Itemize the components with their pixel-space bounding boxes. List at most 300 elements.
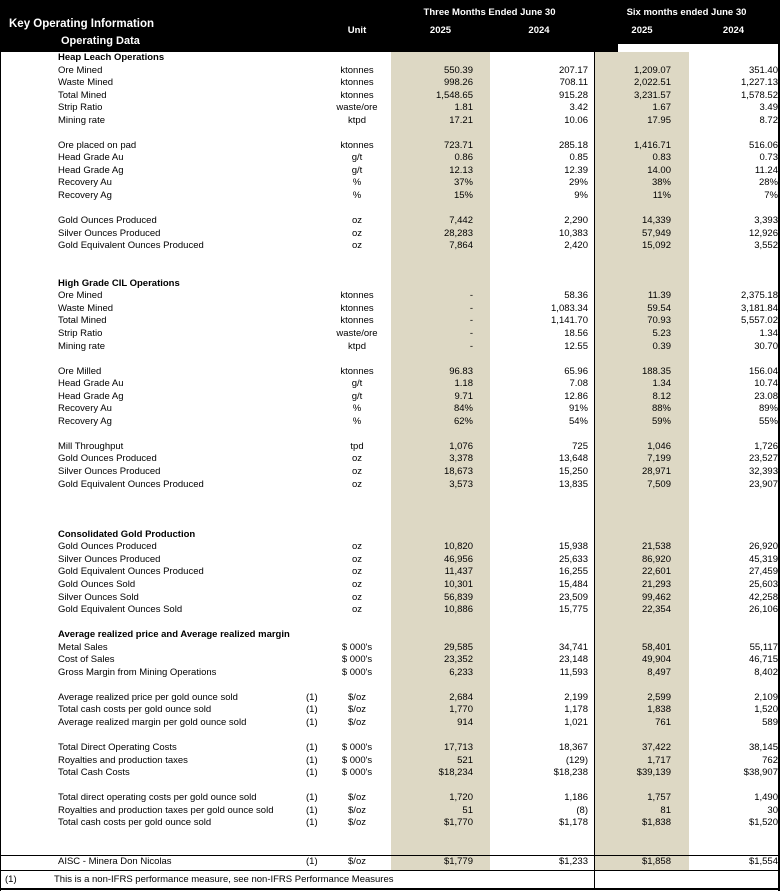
row-label: Gold Ounces Produced [58, 215, 157, 227]
cell-q-2024: (129) [565, 754, 588, 766]
row-unit: ktonnes [340, 365, 374, 377]
row-footnote-ref: (1) [306, 817, 318, 829]
row-unit: oz [351, 553, 363, 565]
table-row [1, 704, 780, 717]
cell-h1-2024: 1,490 [754, 792, 778, 804]
table-row [1, 667, 780, 680]
cell-h1-2024: 55,117 [749, 641, 778, 653]
cell-q-2025: - [469, 315, 473, 327]
cell-h1-2025: 5.23 [652, 328, 671, 340]
row-label: Silver Ounces Produced [58, 553, 161, 565]
row-unit: ktonnes [340, 290, 374, 302]
cell-q-2025: 17.21 [449, 114, 473, 126]
row-unit: $/oz [348, 716, 366, 728]
cell-h1-2024: 12,926 [748, 227, 778, 239]
cell-q-2025: 29,585 [443, 641, 473, 653]
cell-h1-2024: 26,106 [748, 604, 778, 616]
footnote-box [1, 870, 780, 890]
cell-h1-2025: 0.83 [652, 152, 671, 164]
cell-h1-2024: $38,907 [743, 767, 778, 779]
cell-h1-2025: 1,717 [647, 754, 671, 766]
header-banner [1, 0, 780, 52]
row-label: Head Grade Ag [58, 390, 124, 402]
row-label: Gold Equivalent Ounces Produced [58, 240, 204, 252]
cell-q-2024: 207.17 [558, 64, 588, 76]
spacer-row [1, 353, 780, 366]
cell-q-2025: 56,839 [443, 591, 473, 603]
cell-q-2024: 11,593 [559, 666, 588, 678]
cell-q-2024: 23,148 [558, 654, 588, 666]
cell-h1-2025: 14,339 [641, 215, 671, 227]
row-unit: oz [351, 604, 363, 616]
cell-q-2025: 1,076 [449, 440, 473, 452]
cell-h1-2025: 86,920 [641, 553, 671, 565]
cell-q-2025: $18,234 [438, 767, 473, 779]
cell-q-2024: 54% [568, 415, 588, 427]
cell-h1-2025: 3,231.57 [634, 89, 671, 101]
row-unit: g/t [351, 152, 363, 164]
cell-q-2025: 18,673 [443, 466, 473, 478]
row-unit: g/t [351, 378, 363, 390]
row-label: Waste Mined [58, 302, 114, 314]
operating-data-table [1, 52, 780, 870]
table-row [1, 315, 780, 328]
row-label: Royalties and production taxes [58, 754, 188, 766]
cell-h1-2024: 1,726 [754, 440, 778, 452]
row-footnote-ref: (1) [306, 792, 318, 804]
row-label: Recovery Ag [58, 190, 112, 201]
row-footnote-ref: (1) [306, 754, 318, 766]
cell-q-2025: 723.71 [443, 139, 473, 151]
cell-q-2025: 10,886 [443, 604, 473, 616]
cell-q-2024: $1,233 [558, 855, 588, 867]
row-label: Ore Mined [58, 64, 103, 76]
spacer-row [1, 617, 780, 630]
row-unit: oz [351, 541, 363, 553]
table-row [1, 855, 780, 869]
row-label: Gold Ounces Produced [58, 541, 157, 553]
cell-q-2024: 1,083.34 [551, 302, 588, 314]
row-label: Waste Mined [58, 77, 114, 89]
cell-h1-2025: 59.54 [647, 302, 671, 314]
cell-q-2025: 10,820 [443, 541, 473, 553]
cell-q-2024: 23,509 [558, 591, 588, 603]
table-row [1, 479, 780, 492]
cell-q-2024: 9% [574, 190, 588, 201]
row-label: Head Grade Au [58, 152, 124, 164]
cell-q-2024: 12.39 [564, 164, 588, 176]
cell-h1-2025: 14.00 [647, 164, 671, 176]
cell-q-2024: 1,021 [564, 716, 588, 728]
row-label: Gold Ounces Sold [58, 578, 136, 590]
column-header-h1-2025: 2025 [631, 25, 653, 36]
cell-q-2025: 550.39 [443, 64, 473, 76]
cell-q-2025: 2,684 [449, 691, 473, 703]
spacer-row [1, 265, 780, 278]
cell-h1-2025: 0.39 [652, 340, 671, 352]
row-label: Silver Ounces Sold [58, 591, 139, 603]
cell-q-2025: 23,352 [443, 654, 473, 666]
row-unit: $ 000's [341, 641, 373, 653]
footnote-divider-line [594, 871, 595, 888]
cell-q-2024: 16,255 [558, 566, 588, 578]
cell-h1-2024: 30 [767, 804, 778, 816]
table-rows [1, 52, 780, 869]
cell-q-2025: 7,864 [449, 240, 473, 252]
cell-h1-2025: 761 [655, 716, 671, 728]
cell-h1-2025: $39,139 [636, 767, 671, 779]
cell-h1-2025: 99,462 [641, 591, 671, 603]
table-row [1, 391, 780, 404]
row-footnote-ref: (1) [306, 767, 318, 779]
footnote-text: This is a non-IFRS performance measure, see non-IFRS Performance Measures [54, 874, 394, 885]
row-unit: ktonnes [340, 315, 374, 327]
section-header-row [1, 278, 780, 291]
column-header-q-2025: 2025 [429, 25, 452, 36]
row-label: Average realized price per gold ounce sold [58, 691, 238, 703]
cell-h1-2024: 23,527 [748, 453, 778, 465]
row-label: Gold Equivalent Ounces Produced [58, 478, 204, 490]
spacer-row [1, 842, 780, 855]
cell-h1-2024: 1,578.52 [741, 89, 778, 101]
row-label: Total Direct Operating Costs [58, 742, 177, 754]
row-label: Recovery Au [58, 403, 112, 415]
table-row [1, 604, 780, 617]
cell-q-2025: 84% [453, 403, 473, 415]
table-row [1, 290, 780, 303]
table-row [1, 102, 780, 115]
cell-h1-2025: 1,757 [647, 792, 671, 804]
cell-h1-2024: 38,145 [748, 742, 778, 754]
cell-h1-2025: 188.35 [641, 365, 671, 377]
cell-h1-2024: 32,393 [748, 466, 778, 478]
cell-h1-2024: 3,552 [754, 240, 778, 252]
row-unit: oz [351, 478, 363, 490]
cell-h1-2024: 0.73 [759, 152, 778, 164]
cell-h1-2024: 55% [758, 415, 778, 427]
cell-q-2024: 13,648 [558, 453, 588, 465]
cell-q-2025: 3,378 [449, 453, 473, 465]
table-row [1, 767, 780, 780]
cell-h1-2024: 42,258 [748, 591, 778, 603]
cell-q-2024: 1,141.70 [551, 315, 588, 327]
cell-q-2024: 12.86 [564, 390, 588, 402]
row-label: Silver Ounces Produced [58, 227, 161, 239]
row-unit: waste/ore [336, 102, 378, 114]
cell-q-2025: $1,779 [443, 855, 473, 867]
row-unit: g/t [351, 390, 363, 402]
row-unit: $/oz [348, 792, 366, 804]
row-label: Strip Ratio [58, 328, 103, 340]
cell-q-2024: 708.11 [559, 77, 588, 89]
table-row [1, 566, 780, 579]
cell-q-2025: 1.18 [454, 378, 473, 390]
cell-q-2024: 1,178 [564, 704, 588, 716]
cell-h1-2025: 21,538 [641, 541, 671, 553]
table-row [1, 152, 780, 165]
cell-q-2025: 15% [453, 190, 473, 201]
row-label: Head Grade Ag [58, 164, 124, 176]
row-unit: $/oz [348, 804, 366, 816]
cell-h1-2025: 1,838 [647, 704, 671, 716]
row-unit: $ 000's [341, 666, 373, 678]
cell-h1-2024: 3,393 [754, 215, 778, 227]
column-group-three-months: Three Months Ended June 30 [423, 7, 556, 18]
table-row [1, 165, 780, 178]
row-unit: $ 000's [341, 654, 373, 666]
row-label: Total Mined [58, 89, 107, 101]
cell-h1-2024: 23,907 [748, 478, 778, 490]
cell-h1-2024: 762 [762, 754, 778, 766]
cell-h1-2025: 88% [651, 403, 671, 415]
row-label: Gold Ounces Produced [58, 453, 157, 465]
cell-q-2024: 29% [568, 177, 588, 189]
row-unit: $ 000's [341, 767, 373, 779]
row-unit: oz [351, 466, 363, 478]
cell-q-2025: - [469, 302, 473, 314]
row-label: Average realized price and Average realized margin [58, 629, 290, 641]
cell-q-2024: 725 [572, 440, 588, 452]
table-row [1, 792, 780, 805]
cell-h1-2024: 2,375.18 [741, 290, 778, 302]
row-label: Total Cash Costs [58, 767, 130, 779]
cell-q-2024: 285.18 [558, 139, 588, 151]
row-unit: ktpd [348, 340, 366, 352]
row-label: Consolidated Gold Production [58, 528, 196, 540]
row-label: Cost of Sales [58, 654, 115, 666]
row-unit: oz [351, 591, 363, 603]
row-unit: % [352, 403, 362, 415]
cell-h1-2025: 21,293 [641, 578, 671, 590]
row-unit: $/oz [348, 855, 366, 867]
row-label: Ore Mined [58, 290, 103, 302]
column-header-unit: Unit [347, 25, 367, 36]
cell-h1-2025: 81 [660, 804, 671, 816]
cell-h1-2025: 1,416.71 [634, 139, 671, 151]
cell-h1-2024: 1.34 [759, 328, 778, 340]
spacer-row [1, 428, 780, 441]
cell-q-2024: 12.55 [564, 340, 588, 352]
cell-h1-2025: $1,858 [641, 855, 671, 867]
cell-q-2024: 7.08 [569, 378, 588, 390]
spacer-row [1, 127, 780, 140]
row-footnote-ref: (1) [306, 716, 318, 728]
cell-q-2025: 7,442 [449, 215, 473, 227]
table-row [1, 328, 780, 341]
cell-h1-2024: 516.06 [748, 139, 778, 151]
table-row [1, 541, 780, 554]
row-unit: oz [351, 453, 363, 465]
cell-q-2024: (8) [576, 804, 588, 816]
row-footnote-ref: (1) [306, 855, 318, 867]
section-header-row [1, 52, 780, 65]
table-row [1, 228, 780, 241]
cell-q-2024: 2,199 [564, 691, 588, 703]
row-label: Total direct operating costs per gold ounce sold [58, 792, 257, 804]
row-label: High Grade CIL Operations [58, 277, 180, 289]
table-row [1, 115, 780, 128]
cell-q-2025: 96.83 [449, 365, 473, 377]
cell-q-2025: 914 [457, 716, 473, 728]
cell-h1-2025: 7,509 [647, 478, 671, 490]
table-row [1, 755, 780, 768]
cell-h1-2024: $1,520 [748, 817, 778, 829]
table-row [1, 692, 780, 705]
row-label: Heap Leach Operations [58, 51, 165, 63]
cell-h1-2024: 23.08 [754, 390, 778, 402]
cell-q-2025: 28,283 [443, 227, 473, 239]
row-unit: % [352, 190, 362, 201]
table-row [1, 554, 780, 567]
cell-q-2024: 15,484 [558, 578, 588, 590]
table-row [1, 579, 780, 592]
row-label: Mill Throughput [58, 440, 124, 452]
cell-h1-2024: 27,459 [748, 566, 778, 578]
cell-h1-2024: 3,181.84 [741, 302, 778, 314]
cell-h1-2025: 28,971 [641, 466, 671, 478]
footnote-ref: (1) [5, 874, 17, 885]
row-label: AISC - Minera Don Nicolas [58, 855, 172, 867]
row-label: Total cash costs per gold ounce sold [58, 817, 212, 829]
cell-h1-2024: 5,557.02 [741, 315, 778, 327]
table-row [1, 378, 780, 391]
column-group-six-months: Six months ended June 30 [626, 7, 747, 18]
spacer-row [1, 203, 780, 216]
table-row [1, 441, 780, 454]
row-unit: $/oz [348, 817, 366, 829]
cell-q-2025: 51 [462, 804, 473, 816]
cell-q-2025: 6,233 [449, 666, 473, 678]
table-row [1, 215, 780, 228]
cell-h1-2025: 22,354 [641, 604, 671, 616]
row-label: Recovery Ag [58, 415, 112, 427]
row-label: Strip Ratio [58, 102, 103, 114]
cell-h1-2025: 1.34 [652, 378, 671, 390]
cell-h1-2025: 1,046 [647, 440, 671, 452]
row-label: Head Grade Au [58, 378, 124, 390]
cell-h1-2024: 8,402 [754, 666, 778, 678]
cell-q-2024: 91% [568, 403, 588, 415]
page-subtitle: Operating Data [61, 35, 140, 47]
row-unit: $/oz [348, 691, 366, 703]
cell-q-2025: - [469, 340, 473, 352]
row-unit: oz [351, 566, 363, 578]
cell-q-2024: 65.96 [564, 365, 588, 377]
table-row [1, 416, 780, 429]
cell-q-2025: 11,437 [444, 566, 473, 578]
cell-h1-2024: 351.40 [748, 64, 778, 76]
cell-h1-2025: 70.93 [647, 315, 671, 327]
table-row [1, 805, 780, 818]
cell-q-2024: 1,186 [564, 792, 588, 804]
cell-q-2025: 1.81 [454, 102, 473, 114]
cell-q-2024: 0.85 [569, 152, 588, 164]
cell-h1-2024: 7% [764, 190, 778, 201]
spacer-row [1, 491, 780, 504]
row-footnote-ref: (1) [306, 704, 318, 716]
table-row [1, 366, 780, 379]
row-unit: ktonnes [340, 89, 374, 101]
table-row [1, 717, 780, 730]
cell-h1-2024: 46,715 [748, 654, 778, 666]
cell-q-2025: 12.13 [449, 164, 473, 176]
cell-h1-2025: 8,497 [647, 666, 671, 678]
cell-q-2024: 15,250 [558, 466, 588, 478]
section-header-row [1, 529, 780, 542]
section-header-row [1, 629, 780, 642]
row-label: Total cash costs per gold ounce sold [58, 704, 212, 716]
spacer-row [1, 516, 780, 529]
cell-h1-2025: 49,904 [641, 654, 671, 666]
spacer-row [1, 830, 780, 843]
row-unit: oz [351, 215, 363, 227]
period-divider-line [594, 44, 595, 870]
row-unit: ktpd [348, 114, 366, 126]
row-label: Mining rate [58, 340, 105, 352]
row-unit: oz [351, 240, 363, 252]
cell-q-2025: 1,770 [449, 704, 473, 716]
row-label: Ore Milled [58, 365, 102, 377]
cell-h1-2025: 58,401 [641, 641, 671, 653]
table-row [1, 466, 780, 479]
spacer-row [1, 730, 780, 743]
row-label: Average realized margin per gold ounce sold [58, 716, 247, 728]
table-row [1, 65, 780, 78]
cell-q-2025: 9.71 [454, 390, 473, 402]
row-unit: ktonnes [340, 139, 374, 151]
cell-h1-2025: $1,838 [641, 817, 671, 829]
table-row [1, 742, 780, 755]
row-unit: $/oz [348, 704, 366, 716]
cell-h1-2025: 7,199 [647, 453, 671, 465]
row-unit: $ 000's [341, 742, 373, 754]
table-row [1, 177, 780, 190]
row-unit: tpd [350, 440, 364, 452]
cell-h1-2024: 28% [758, 177, 778, 189]
cell-h1-2024: 1,227.13 [741, 77, 778, 89]
table-row [1, 140, 780, 153]
row-unit: ktonnes [340, 302, 374, 314]
row-label: Recovery Au [58, 177, 112, 189]
table-row [1, 403, 780, 416]
cell-h1-2024: 25,603 [748, 578, 778, 590]
cell-q-2025: 62% [453, 415, 473, 427]
cell-h1-2025: 11% [652, 190, 671, 201]
cell-h1-2024: 11.24 [754, 164, 778, 176]
cell-q-2025: - [469, 290, 473, 302]
cell-q-2024: 10.06 [564, 114, 588, 126]
table-row [1, 654, 780, 667]
row-label: Gross Margin from Mining Operations [58, 666, 217, 678]
table-row [1, 240, 780, 253]
cell-q-2024: 3.42 [569, 102, 588, 114]
cell-q-2024: 2,420 [564, 240, 588, 252]
cell-h1-2025: 11.39 [647, 290, 671, 302]
spacer-row [1, 504, 780, 517]
cell-h1-2024: 2,109 [754, 691, 778, 703]
row-unit: oz [351, 227, 363, 239]
cell-q-2025: - [469, 328, 473, 340]
cell-h1-2025: 57,949 [641, 227, 671, 239]
row-label: Royalties and production taxes per gold ounce sold [58, 804, 274, 816]
cell-h1-2024: 589 [762, 716, 778, 728]
table-row [1, 454, 780, 467]
row-footnote-ref: (1) [306, 691, 318, 703]
table-row [1, 77, 780, 90]
cell-h1-2025: 1,209.07 [634, 64, 671, 76]
cell-h1-2024: 89% [758, 403, 778, 415]
cell-q-2025: 3,573 [449, 478, 473, 490]
